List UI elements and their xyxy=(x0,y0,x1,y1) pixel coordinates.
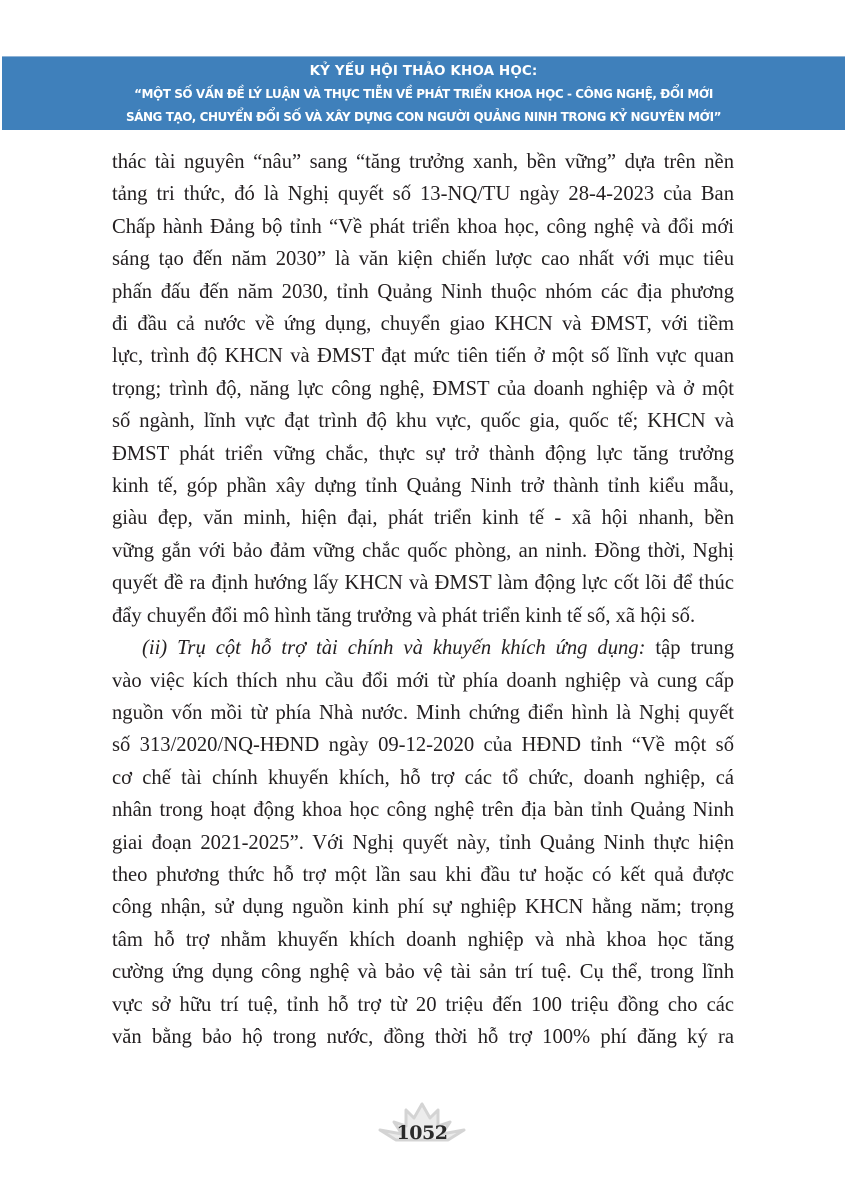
text-line: vững gắn với bảo đảm vững chắc quốc phòng, an ninh. Đồng thời, Nghị xyxy=(112,539,734,562)
header-subtitle-line1: “MỘT SỐ VẤN ĐỀ LÝ LUẬN VÀ THỰC TIỄN VỀ PHÁT TRIỂN KHOA HỌC - CÔNG NGHỆ, ĐỔI MỚI xyxy=(134,87,713,101)
page-footer xyxy=(362,1100,482,1150)
text-line: phấn đấu đến năm 2030, tỉnh Quảng Ninh thuộc nhóm các địa phương xyxy=(112,280,734,303)
text-line xyxy=(112,632,734,664)
text-line: theo phương thức hỗ trợ một lần sau khi đầu tư hoặc có kết quả được xyxy=(112,863,734,886)
text-line: ĐMST phát triển vững chắc, thực sự trở thành động lực tăng trưởng xyxy=(112,442,734,465)
text-line: đẩy chuyển đổi mô hình tăng trưởng và phát triển kinh tế số, xã hội số. xyxy=(112,604,696,627)
text-line: văn bằng bảo hộ trong nước, đồng thời hỗ trợ 100% phí đăng ký ra xyxy=(112,1025,734,1048)
text-line: quyết đề ra định hướng lấy KHCN và ĐMST làm động lực cốt lõi để thúc xyxy=(112,572,734,595)
text-line: tâm hỗ trợ nhằm khuyến khích doanh nghiệp và nhà khoa học tăng xyxy=(112,928,734,951)
text-line: cường ứng dụng công nghệ và bảo vệ tài sản trí tuệ. Cụ thể, trong lĩnh xyxy=(112,961,734,984)
text-line: số ngành, lĩnh vực đạt trình độ khu vực, quốc gia, quốc tế; KHCN và xyxy=(112,410,734,433)
text-line: Chấp hành Đảng bộ tỉnh “Về phát triển khoa học, công nghệ và đổi mới xyxy=(112,215,734,238)
header-subtitle-line2: SÁNG TẠO, CHUYỂN ĐỔI SỐ VÀ XÂY DỰNG CON NGƯỜI QUẢNG NINH TRONG KỶ NGUYÊN MỚI” xyxy=(125,110,722,124)
text-line: giàu đẹp, văn minh, hiện đại, phát triển kinh tế - xã hội nhanh, bền xyxy=(112,507,734,530)
paragraph-2 xyxy=(112,632,734,1053)
section-heading-italic: (ii) Trụ cột hỗ trợ tài chính và khuyến khích ứng dụng: xyxy=(142,637,646,660)
text-fragment: tập trung xyxy=(645,637,735,660)
paragraph-1 xyxy=(112,146,734,632)
text-line: đi đầu cả nước về ứng dụng, chuyển giao KHCN và ĐMST, với tiềm xyxy=(112,313,734,336)
text-line: sáng tạo đến năm 2030” là văn kiện chiến lược cao nhất với mục tiêu xyxy=(112,248,734,271)
text-line: vào việc kích thích nhu cầu đổi mới từ phía doanh nghiệp và cung cấp xyxy=(112,669,734,692)
text-line: lực, trình độ KHCN và ĐMST đạt mức tiên tiến ở một số lĩnh vực quan xyxy=(112,345,734,368)
text-line: số 313/2020/NQ-HĐND ngày 09-12-2020 của HĐND tỉnh “Về một số xyxy=(112,734,734,757)
text-line: nhân trong hoạt động khoa học công nghệ trên địa bàn tỉnh Quảng Ninh xyxy=(112,799,734,822)
text-line: kinh tế, góp phần xây dựng tỉnh Quảng Ninh trở thành tỉnh kiểu mẫu, xyxy=(112,475,734,498)
text-line: trọng; trình độ, năng lực công nghệ, ĐMST của doanh nghiệp và ở một xyxy=(112,377,734,400)
text-line: nguồn vốn mồi từ phía Nhà nước. Minh chứng điển hình là Nghị quyết xyxy=(112,701,734,724)
body-text xyxy=(112,146,734,1053)
text-line: cơ chế tài chính khuyến khích, hỗ trợ các tổ chức, doanh nghiệp, cá xyxy=(112,766,734,789)
text-line: thác tài nguyên “nâu” sang “tăng trưởng xanh, bền vững” dựa trên nền xyxy=(112,151,734,173)
text-line: tảng tri thức, đó là Nghị quyết số 13-NQ/TU ngày 28-4-2023 của Ban xyxy=(112,183,734,206)
header-title: KỶ YẾU HỘI THẢO KHOA HỌC: xyxy=(309,63,538,79)
text-line: công nhận, sử dụng nguồn kinh phí sự nghiệp KHCN hằng năm; trọng xyxy=(112,896,734,919)
text-line: vực sở hữu trí tuệ, tỉnh hỗ trợ từ 20 triệu đến 100 triệu đồng cho các xyxy=(112,993,734,1016)
header-banner xyxy=(2,56,845,130)
page-number: 1052 xyxy=(396,1122,448,1144)
text-line: giai đoạn 2021-2025”. Với Nghị quyết này, tỉnh Quảng Ninh thực hiện xyxy=(112,831,734,854)
